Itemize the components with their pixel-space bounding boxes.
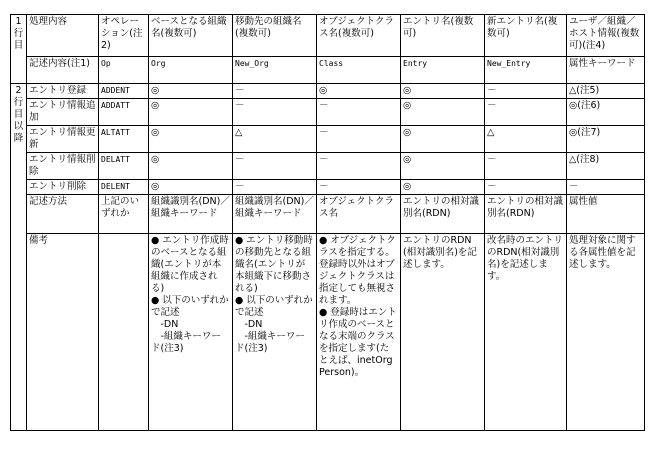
new-entry-cell: － — [485, 180, 567, 195]
sub-object-class: Class — [317, 57, 401, 84]
process-cell: エントリ削除 — [27, 180, 99, 195]
class-cell: ◎ — [317, 84, 401, 99]
method-dest: 組織識別名(DN)／組織キーワード — [233, 195, 317, 234]
method-class: オブジェクトクラス名 — [317, 195, 401, 234]
user-cell: △(注8) — [567, 153, 645, 180]
table-row — [11, 126, 645, 153]
op-cell: DELATT — [99, 153, 149, 180]
new-entry-cell: － — [485, 84, 567, 99]
sub-base-org: Org — [149, 57, 233, 84]
base-cell: ◎ — [149, 180, 233, 195]
header-entry-name: エントリ名(複数可) — [401, 15, 485, 57]
entry-cell: ◎ — [401, 84, 485, 99]
sub-process: 記述内容(注1) — [27, 57, 99, 84]
remarks-row — [11, 234, 645, 431]
remarks-base: ● エントリ作成時のベースとなる組織(エントリが本組織に作成される) ● 以下のいずれかで記述 -DN -組織キーワード(注3) — [149, 234, 233, 431]
class-cell: － — [317, 153, 401, 180]
op-cell: ADDENT — [99, 84, 149, 99]
specification-table — [10, 14, 645, 431]
base-cell: ◎ — [149, 99, 233, 126]
method-label: 記述方法 — [27, 195, 99, 234]
table-row — [11, 153, 645, 180]
header-dest-org: 移動先の組織名(複数可) — [233, 15, 317, 57]
table-row — [11, 84, 645, 99]
base-cell: ◎ — [149, 153, 233, 180]
header-sub-row — [11, 57, 645, 84]
table-row — [11, 180, 645, 195]
method-user: 属性値 — [567, 195, 645, 234]
entry-cell: ◎ — [401, 126, 485, 153]
class-cell: － — [317, 180, 401, 195]
header-operation: オペレーション(注2) — [99, 15, 149, 57]
method-op: 上記のいずれか — [99, 195, 149, 234]
user-cell: ◎(注7) — [567, 126, 645, 153]
class-cell: － — [317, 99, 401, 126]
dest-cell: － — [233, 153, 317, 180]
header-base-org: ベースとなる組織名(複数可) — [149, 15, 233, 57]
method-row — [11, 195, 645, 234]
method-entry: エントリの相対識別名(RDN) — [401, 195, 485, 234]
user-cell: ◎(注6) — [567, 99, 645, 126]
remarks-label: 備考 — [27, 234, 99, 431]
sub-new-entry: New_Entry — [485, 57, 567, 84]
op-cell: ADDATT — [99, 99, 149, 126]
class-cell: － — [317, 126, 401, 153]
sub-entry-name: Entry — [401, 57, 485, 84]
process-cell: エントリ情報更新 — [27, 126, 99, 153]
process-cell: エントリ登録 — [27, 84, 99, 99]
user-cell: △(注5) — [567, 84, 645, 99]
table-row — [11, 99, 645, 126]
new-entry-cell: △ — [485, 126, 567, 153]
method-base: 組織識別名(DN)／組織キーワード — [149, 195, 233, 234]
header-new-entry: 新エントリ名(複数可) — [485, 15, 567, 57]
header-process: 処理内容 — [27, 15, 99, 57]
remarks-new-entry: 改名時のエントリのRDN(相対識別名)を記述します。 — [485, 234, 567, 431]
method-new-entry: エントリの相対識別名(RDN) — [485, 195, 567, 234]
remarks-entry: エントリのRDN(相対識別名)を記述します。 — [401, 234, 485, 431]
remarks-class: ● オブジェクトクラスを指定する。登録時以外はオブジェクトクラスは指定しても無視されます。 ● 登録時はエントリ作成のベースとなる末端のクラスを指定します(たとえば、inetOrgPerson)。 — [317, 234, 401, 431]
sub-operation: Op — [99, 57, 149, 84]
process-cell: エントリ情報削除 — [27, 153, 99, 180]
row-label-1: 1 行 目 — [11, 15, 27, 84]
row-label-2: 2 行 目 以 降 — [11, 84, 27, 431]
base-cell: ◎ — [149, 126, 233, 153]
sub-dest-org: New_Org — [233, 57, 317, 84]
sub-user-info: 属性キーワード — [567, 57, 645, 84]
user-cell: － — [567, 180, 645, 195]
remarks-user: 処理対象に関する各属性値を記述します。 — [567, 234, 645, 431]
op-cell: DELENT — [99, 180, 149, 195]
entry-cell: ◎ — [401, 153, 485, 180]
op-cell: ALTATT — [99, 126, 149, 153]
dest-cell: － — [233, 180, 317, 195]
new-entry-cell: － — [485, 153, 567, 180]
header-row — [11, 15, 645, 57]
header-object-class: オブジェクトクラス名(複数可) — [317, 15, 401, 57]
entry-cell: ◎ — [401, 180, 485, 195]
dest-cell: △ — [233, 126, 317, 153]
base-cell: ◎ — [149, 84, 233, 99]
dest-cell: － — [233, 84, 317, 99]
process-cell: エントリ情報追加 — [27, 99, 99, 126]
new-entry-cell: － — [485, 99, 567, 126]
dest-cell: － — [233, 99, 317, 126]
remarks-op — [99, 234, 149, 431]
header-user-info: ユーザ／組織／ホスト情報(複数可)(注4) — [567, 15, 645, 57]
entry-cell: ◎ — [401, 99, 485, 126]
remarks-dest: ● エントリ移動時の移動先となる組織名(エントリが本組織下に移動される) ● 以下のいずれかで記述 -DN -組織キーワード(注3) — [233, 234, 317, 431]
